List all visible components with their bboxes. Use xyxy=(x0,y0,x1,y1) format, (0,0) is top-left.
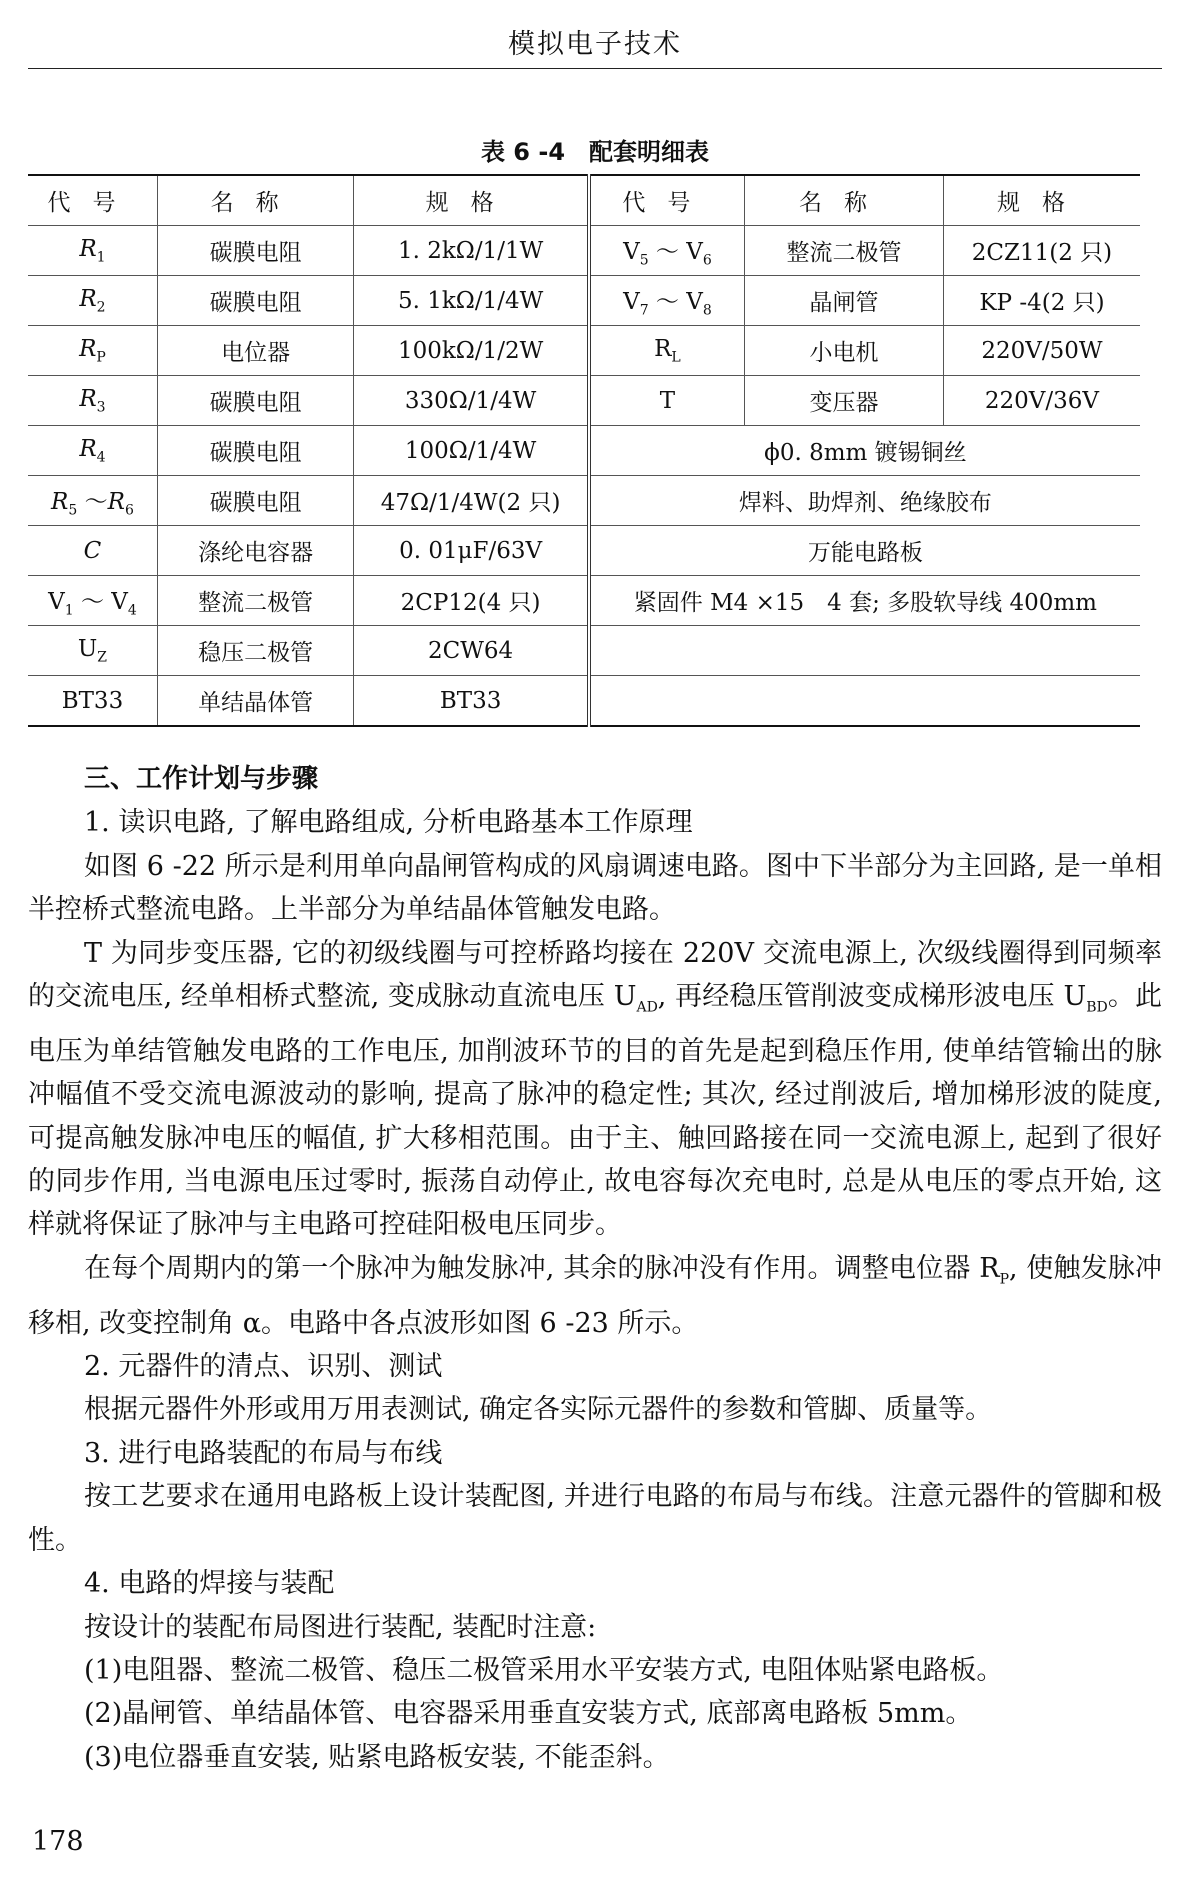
header-cell: 代号 xyxy=(589,175,745,226)
paragraph: 在每个周期内的第一个脉冲为触发脉冲, 其余的脉冲没有作用。调整电位器 $R_P$, 使触发脉冲移相, 改变控制角 α。电路中各点波形如图 6 -23 所示。 xyxy=(28,1252,1162,1339)
material-cell: 焊料、助焊剂、绝缘胶布 xyxy=(589,476,1140,526)
parts-table xyxy=(28,174,1140,727)
name-cell: 碳膜电阻 xyxy=(157,276,354,326)
table-row xyxy=(28,476,1140,526)
spec-cell: 47Ω/1/4W(2 只) xyxy=(354,476,589,526)
spec-cell: 2CP12(4 只) xyxy=(354,576,589,626)
code-cell: $R_5$ $\sim R_6$ xyxy=(28,476,157,526)
code-cell: $V_5$ ～ $V_6$ xyxy=(589,226,745,276)
spec-cell: 220V/50W xyxy=(943,326,1140,376)
name-cell: 晶闸管 xyxy=(745,276,944,326)
step-heading: 3. 进行电路装配的布局与布线 xyxy=(84,1437,443,1469)
code-cell: $V_1$ ～ $V_4$ xyxy=(28,576,157,626)
table-caption: 表 6 -4 配套明细表 xyxy=(480,138,710,166)
name-cell: 单结晶体管 xyxy=(157,676,354,727)
spec-cell: 220V/36V xyxy=(943,376,1140,426)
table-row xyxy=(28,626,1140,676)
code-cell: $V_7$ ～ $V_8$ xyxy=(589,276,745,326)
paragraph: T 为同步变压器, 它的初级线圈与可控桥路均接在 220V 交流电源上, 次级线圈得到同频率的交流电压, 经单相桥式整流, 变成脉动直流电压 $U_{AD}$, 再经稳压管削波变成梯形波电压 $U_{BD}$。此电压为单结管触发电路的工作电压, 加削波环节的目的首先是起到稳压作用, 使单结管输出的脉冲幅值不受交流电源波动的影响, 提高了脉冲的稳定性; 其次, 经过削波后, 增加梯形波的陡度, 可提高触发脉冲电压的幅值, 扩大移相范围。由于主、触回路接在同一交流电源上, 起到了很好的同步作用, 当电源电压过零时, 振荡自动停止, 故电容每次充电时, 总是从电压的零点开始, 这样就将保证了脉冲与主电路可控硅阳极电压同步。 xyxy=(28,937,1162,1241)
material-cell: ϕ0. 8mm 镀锡铜丝 xyxy=(589,426,1140,476)
step-heading: 4. 电路的焊接与装配 xyxy=(84,1568,335,1600)
code-cell: C xyxy=(28,526,157,576)
code-cell: $R_P$ xyxy=(28,326,157,376)
spec-cell: 2CZ11(2 只) xyxy=(943,226,1140,276)
paragraph: 按设计的装配布局图进行装配, 装配时注意: xyxy=(84,1611,597,1643)
table-row xyxy=(28,526,1140,576)
spec-cell: BT33 xyxy=(354,676,589,727)
list-item: (3)电位器垂直安装, 贴紧电路板安装, 不能歪斜。 xyxy=(84,1741,670,1773)
table-row xyxy=(28,276,1140,326)
list-item: (1)电阻器、整流二极管、稳压二极管采用水平安装方式, 电阻体贴紧电路板。 xyxy=(84,1654,1004,1686)
spec-cell: 100kΩ/1/2W xyxy=(354,326,589,376)
code-cell: $R_3$ xyxy=(28,376,157,426)
empty-cell xyxy=(589,626,1140,676)
table-row xyxy=(28,226,1140,276)
empty-cell xyxy=(589,676,1140,727)
table-header-row xyxy=(28,175,1140,226)
code-cell: BT33 xyxy=(28,676,157,727)
name-cell: 稳压二极管 xyxy=(157,626,354,676)
running-header xyxy=(28,22,1162,69)
table-row xyxy=(28,426,1140,476)
name-cell: 电位器 xyxy=(157,326,354,376)
table-row xyxy=(28,376,1140,426)
table-row xyxy=(28,326,1140,376)
step-heading: 1. 读识电路, 了解电路组成, 分析电路基本工作原理 xyxy=(84,807,693,839)
spec-cell: 5. 1kΩ/1/4W xyxy=(354,276,589,326)
header-cell: 代号 xyxy=(28,175,157,226)
name-cell: 碳膜电阻 xyxy=(157,376,354,426)
header-cell: 规格 xyxy=(943,175,1140,226)
name-cell: 碳膜电阻 xyxy=(157,476,354,526)
name-cell: 小电机 xyxy=(745,326,944,376)
name-cell: 涤纶电容器 xyxy=(157,526,354,576)
header-cell: 名称 xyxy=(157,175,354,226)
body-text xyxy=(28,758,1162,1779)
list-item: (2)晶闸管、单结晶体管、电容器采用垂直安装方式, 底部离电路板 5mm。 xyxy=(84,1698,973,1730)
code-cell: T xyxy=(589,376,745,426)
header-cell: 名称 xyxy=(745,175,944,226)
step-heading: 2. 元器件的清点、识别、测试 xyxy=(84,1351,443,1383)
book-title: 模拟电子技术 xyxy=(508,29,682,60)
code-cell: $R_4$ xyxy=(28,426,157,476)
paragraph: 如图 6 -22 所示是利用单向晶闸管构成的风扇调速电路。图中下半部分为主回路, 是一单相半控桥式整流电路。上半部分为单结晶体管触发电路。 xyxy=(28,850,1162,926)
name-cell: 整流二极管 xyxy=(745,226,944,276)
material-cell: 万能电路板 xyxy=(589,526,1140,576)
code-cell: $R_2$ xyxy=(28,276,157,326)
table-row xyxy=(28,576,1140,626)
spec-cell: 330Ω/1/4W xyxy=(354,376,589,426)
paragraph: 按工艺要求在通用电路板上设计装配图, 并进行电路的布局与布线。注意元器件的管脚和极性。 xyxy=(28,1481,1162,1556)
code-cell: $R_L$ xyxy=(589,326,745,376)
spec-cell: 100Ω/1/4W xyxy=(354,426,589,476)
header-cell: 规格 xyxy=(354,175,589,226)
material-cell: 紧固件 M4 ×15 4 套; 多股软导线 400mm xyxy=(589,576,1140,626)
name-cell: 变压器 xyxy=(745,376,944,426)
spec-cell: 0. 01μF/63V xyxy=(354,526,589,576)
code-cell: $U_Z$ xyxy=(28,626,157,676)
code-cell: $R_1$ xyxy=(28,226,157,276)
table-row xyxy=(28,676,1140,727)
spec-cell: 1. 2kΩ/1/1W xyxy=(354,226,589,276)
page-number: 178 xyxy=(32,1826,84,1857)
spec-cell: 2CW64 xyxy=(354,626,589,676)
section-heading: 三、工作计划与步骤 xyxy=(84,764,319,794)
name-cell: 碳膜电阻 xyxy=(157,226,354,276)
spec-cell: KP -4(2 只) xyxy=(943,276,1140,326)
paragraph: 根据元器件外形或用万用表测试, 确定各实际元器件的参数和管脚、质量等。 xyxy=(84,1394,993,1426)
name-cell: 整流二极管 xyxy=(157,576,354,626)
name-cell: 碳膜电阻 xyxy=(157,426,354,476)
